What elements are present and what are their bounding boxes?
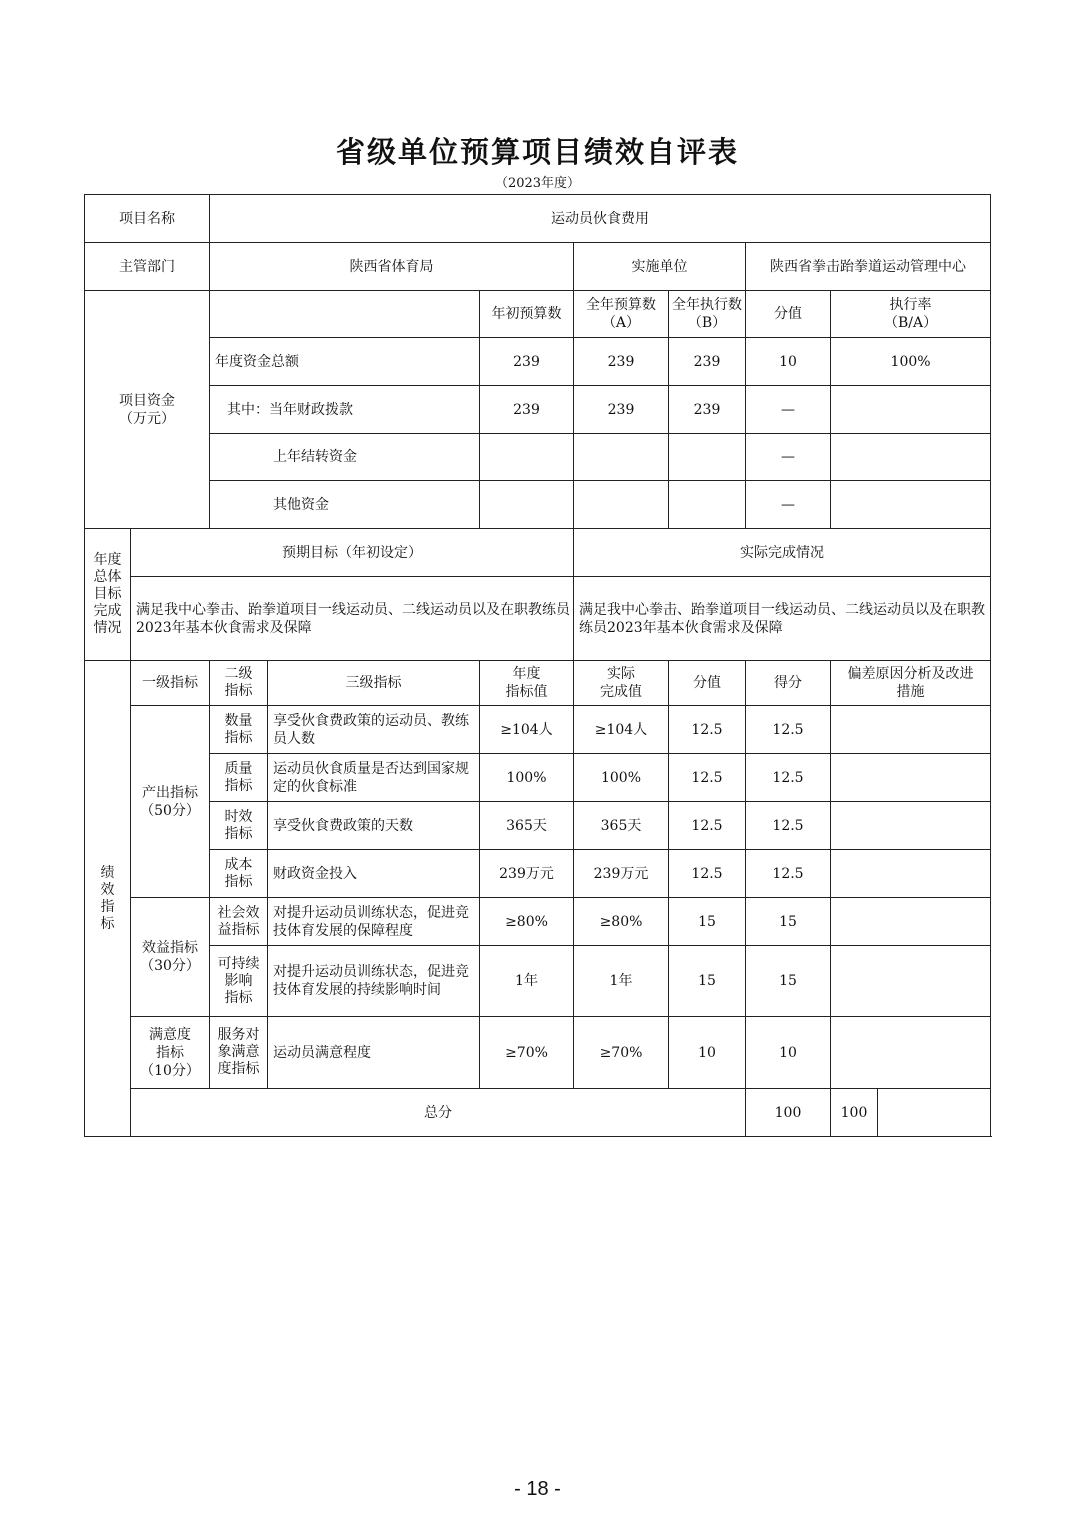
perf-level2-text: 社会效 益指标	[217, 904, 260, 938]
perf-level3: 运动员满意程度	[268, 1017, 480, 1089]
unit-value: 陕西省拳击跆拳道运动管理中心	[746, 243, 991, 291]
perf-got: 12.5	[746, 850, 831, 898]
perf-score: 15	[669, 898, 746, 946]
perf-level3: 运动员伙食质量是否达到国家规定的伙食标准	[268, 754, 480, 802]
funds-row-label: 年度资金总额	[210, 338, 480, 386]
perf-got: 12.5	[746, 754, 831, 802]
perf-row	[85, 706, 991, 754]
dept-label: 主管部门	[85, 243, 210, 291]
funds-cell: 239	[480, 386, 574, 434]
perf-row	[85, 946, 991, 1017]
goals-expected-header: 预期目标（年初设定）	[131, 529, 574, 577]
perf-actual: ≥80%	[574, 898, 669, 946]
total-score: 100	[746, 1089, 831, 1137]
funds-header-executed	[669, 291, 746, 338]
perf-level1-satisfaction-text: 满意度 指标 （10分）	[140, 1026, 200, 1079]
perf-level3: 对提升运动员训练状态，促进竞技体育发展的持续影响时间	[268, 946, 480, 1017]
perf-target: 239万元	[480, 850, 574, 898]
perf-level2	[210, 706, 268, 754]
funds-row-label: 其中：当年财政拨款	[210, 386, 480, 434]
perf-level3: 对提升运动员训练状态，促进竞技体育发展的保障程度	[268, 898, 480, 946]
perf-actual: 1年	[574, 946, 669, 1017]
perf-level3: 享受伙食费政策的运动员、教练员人数	[268, 706, 480, 754]
perf-level2	[210, 1017, 268, 1089]
total-note	[878, 1089, 991, 1137]
perf-header-score: 分值	[669, 661, 746, 706]
funds-cell: —	[746, 434, 831, 481]
perf-note	[831, 802, 991, 850]
perf-actual: 365天	[574, 802, 669, 850]
unit-label: 实施单位	[574, 243, 746, 291]
funds-cell: —	[746, 481, 831, 529]
funds-row	[85, 434, 991, 481]
evaluation-table	[84, 194, 991, 1137]
perf-header-row	[85, 661, 991, 706]
perf-got: 15	[746, 946, 831, 1017]
perf-target: ≥80%	[480, 898, 574, 946]
funds-cell	[669, 434, 746, 481]
perf-level2-text: 服务对 象满意 度指标	[217, 1027, 260, 1077]
perf-actual: 100%	[574, 754, 669, 802]
funds-header-annual	[574, 291, 669, 338]
funds-row	[85, 338, 991, 386]
perf-row	[85, 850, 991, 898]
perf-header-got: 得分	[746, 661, 831, 706]
funds-header-executed-text: 全年执行数 （B）	[672, 297, 742, 331]
perf-level1-output	[131, 706, 210, 898]
perf-header-target	[480, 661, 574, 706]
funds-cell: 239	[669, 386, 746, 434]
perf-score: 12.5	[669, 850, 746, 898]
perf-target: 365天	[480, 802, 574, 850]
perf-got: 12.5	[746, 802, 831, 850]
goals-section-label	[85, 529, 131, 661]
funds-header-annual-text: 全年预算数 （A）	[586, 297, 656, 331]
perf-level1-satisfaction	[131, 1017, 210, 1089]
perf-row	[85, 1017, 991, 1089]
perf-level2	[210, 898, 268, 946]
perf-note	[831, 898, 991, 946]
perf-header-actual	[574, 661, 669, 706]
report-year: （2023年度）	[494, 176, 581, 191]
funds-cell: 239	[669, 338, 746, 386]
funds-cell: 10	[746, 338, 831, 386]
perf-score: 10	[669, 1017, 746, 1089]
department-row	[85, 243, 991, 291]
project-name-label: 项目名称	[85, 195, 210, 243]
perf-note	[831, 850, 991, 898]
funds-section-text: 项目资金 （万元）	[119, 392, 175, 427]
goals-section-text: 年度 总体 目标 完成 情况	[93, 552, 122, 636]
perf-score: 12.5	[669, 706, 746, 754]
perf-got: 12.5	[746, 706, 831, 754]
funds-cell	[831, 434, 991, 481]
funds-cell	[831, 481, 991, 529]
perf-row	[85, 898, 991, 946]
funds-section-label	[85, 291, 210, 529]
perf-header-level1: 一级指标	[131, 661, 210, 706]
funds-header-rate-text: 执行率 （B/A）	[883, 297, 938, 331]
funds-cell	[480, 481, 574, 529]
perf-note	[831, 1017, 991, 1089]
funds-header-blank	[210, 291, 480, 338]
goals-content-row	[85, 577, 991, 661]
perf-score: 12.5	[669, 802, 746, 850]
funds-row-label: 其他资金	[210, 481, 480, 529]
perf-actual: 239万元	[574, 850, 669, 898]
funds-header-initial: 年初预算数	[480, 291, 574, 338]
funds-cell	[480, 434, 574, 481]
perf-actual: ≥104人	[574, 706, 669, 754]
funds-cell: 239	[574, 386, 669, 434]
funds-header-rate	[831, 291, 991, 338]
perf-level2	[210, 802, 268, 850]
perf-level1-benefit-text: 效益指标 （30分）	[140, 940, 200, 974]
perf-actual: ≥70%	[574, 1017, 669, 1089]
perf-target: 100%	[480, 754, 574, 802]
goals-expected-text: 满足我中心拳击、跆拳道项目一线运动员、二线运动员以及在职教练员2023年基本伙食需求及保障	[131, 577, 574, 661]
funds-cell	[574, 481, 669, 529]
funds-cell	[831, 386, 991, 434]
funds-cell: —	[746, 386, 831, 434]
perf-note	[831, 754, 991, 802]
dept-value: 陕西省体育局	[210, 243, 574, 291]
project-name-row	[85, 195, 991, 243]
funds-cell	[669, 481, 746, 529]
funds-cell: 100%	[831, 338, 991, 386]
funds-row	[85, 481, 991, 529]
perf-header-level2	[210, 661, 268, 706]
funds-cell: 239	[574, 338, 669, 386]
funds-row-label: 上年结转资金	[210, 434, 480, 481]
perf-header-level3: 三级指标	[268, 661, 480, 706]
perf-score: 12.5	[669, 754, 746, 802]
perf-level2-text: 时效 指标	[224, 808, 253, 842]
perf-section-text: 绩 效 指 标	[100, 864, 115, 932]
perf-note	[831, 946, 991, 1017]
perf-level3: 享受伙食费政策的天数	[268, 802, 480, 850]
goals-actual-header: 实际完成情况	[574, 529, 991, 577]
perf-level2-text: 数量 指标	[224, 712, 253, 746]
perf-header-level2-text: 二级 指标	[224, 666, 253, 699]
perf-section-label	[85, 661, 131, 1137]
perf-level1-output-text: 产出指标 （50分）	[140, 784, 200, 819]
perf-level2	[210, 850, 268, 898]
perf-got: 10	[746, 1017, 831, 1089]
perf-got: 15	[746, 898, 831, 946]
funds-cell: 239	[480, 338, 574, 386]
perf-row	[85, 802, 991, 850]
page-number: - 18 -	[514, 1478, 561, 1500]
perf-level3: 财政资金投入	[268, 850, 480, 898]
perf-level2	[210, 754, 268, 802]
perf-header-target-text: 年度 指标值	[505, 666, 548, 700]
perf-header-actual-text: 实际 完成值	[600, 666, 642, 700]
funds-header-row	[85, 291, 991, 338]
perf-level1-benefit	[131, 898, 210, 1017]
perf-note	[831, 706, 991, 754]
page-title: 省级单位预算项目绩效自评表	[335, 135, 739, 169]
perf-header-note	[831, 661, 991, 706]
total-row	[85, 1089, 991, 1137]
perf-target: 1年	[480, 946, 574, 1017]
goals-header-row	[85, 529, 991, 577]
perf-level2-text: 成本 指标	[224, 856, 253, 890]
project-name-value: 运动员伙食费用	[210, 195, 991, 243]
perf-level2-text: 质量 指标	[224, 760, 253, 794]
perf-level2	[210, 946, 268, 1017]
perf-target: ≥70%	[480, 1017, 574, 1089]
perf-score: 15	[669, 946, 746, 1017]
goals-actual-text: 满足我中心拳击、跆拳道项目一线运动员、二线运动员以及在职教练员2023年基本伙食需求及保障	[574, 577, 991, 661]
perf-header-note-text: 偏差原因分析及改进 措施	[847, 666, 974, 700]
funds-cell	[574, 434, 669, 481]
perf-row	[85, 754, 991, 802]
total-label: 总分	[131, 1089, 746, 1137]
funds-header-score: 分值	[746, 291, 831, 338]
funds-row	[85, 386, 991, 434]
perf-level2-text: 可持续 影响 指标	[217, 955, 260, 1006]
perf-target: ≥104人	[480, 706, 574, 754]
total-got: 100	[831, 1089, 878, 1137]
